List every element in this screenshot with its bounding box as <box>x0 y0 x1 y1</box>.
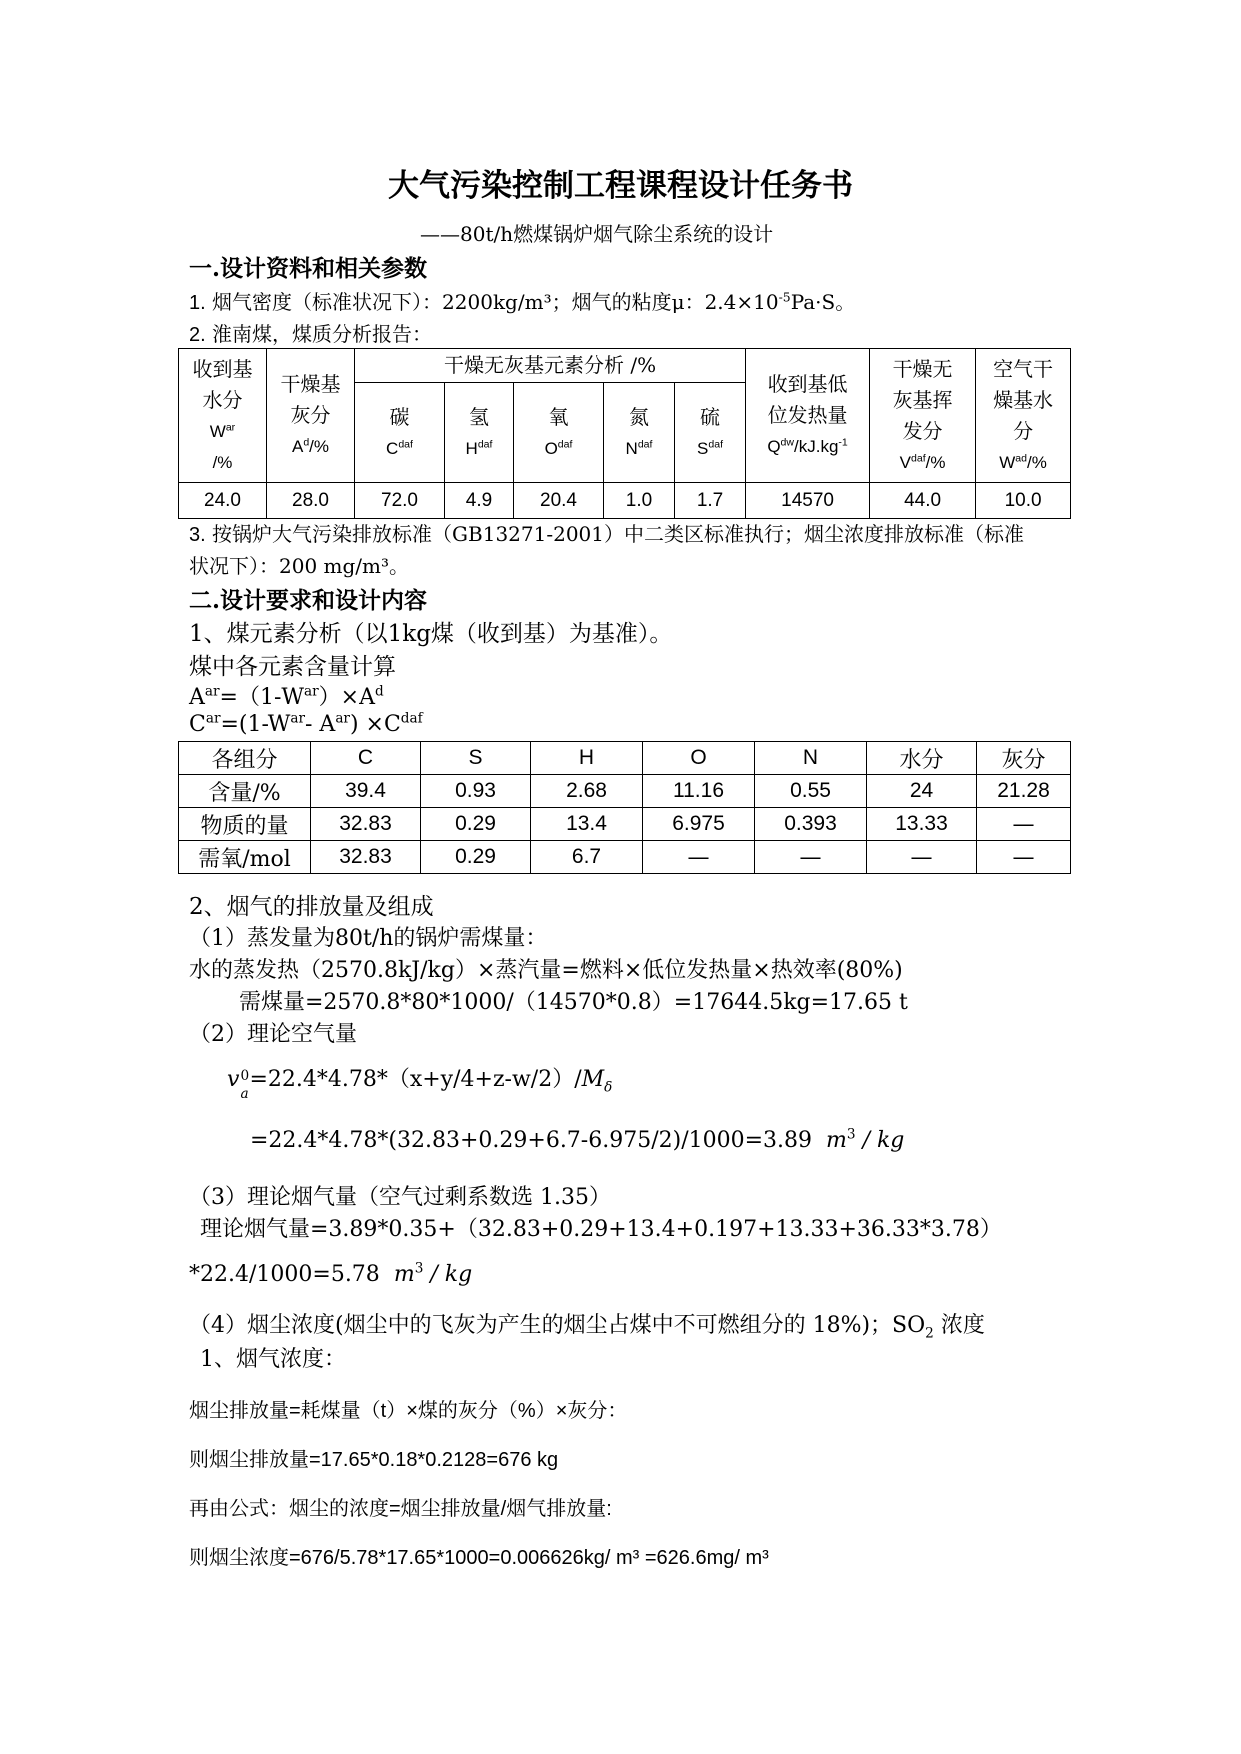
table-cell: 24 <box>867 775 977 808</box>
table-cell: 6.975 <box>643 808 755 841</box>
flue-gas-line1: 理论烟气量=3.89*0.35+（32.83+0.29+13.4+0.197+13.33+36.33*3.78） <box>200 1217 1002 1242</box>
coal-analysis-table <box>178 348 1071 519</box>
value-cell: 14570 <box>746 483 870 519</box>
part1-title: （1）蒸发量为80t/h的锅炉需煤量： <box>189 926 548 951</box>
table-cell: 39.4 <box>311 775 421 808</box>
header-cell: O <box>643 742 755 775</box>
param-text: 淮南煤，煤质分析报告： <box>205 322 433 346</box>
table-cell: 11.16 <box>643 775 755 808</box>
part1-line2: 需煤量=2570.8*80*1000/（14570*0.8）=17644.5kg=17.65 t <box>239 990 908 1015</box>
subsection-1: 1、煤元素分析（以1kg煤（收到基）为基准）。 <box>189 621 673 647</box>
item-number: 2. <box>189 324 206 346</box>
header-cell: 各组分 <box>179 742 311 775</box>
dust-emission-text: 烟尘排放量=耗煤量（t）×煤的灰分（%）×灰分： <box>189 1400 628 1422</box>
document-title: 大气污染控制工程课程设计任务书 <box>388 168 853 204</box>
value-cell: 1.7 <box>675 483 746 519</box>
section-heading-1: 一.设计资料和相关参数 <box>189 255 428 282</box>
exponent: -5 <box>778 289 791 305</box>
table-cell: 6.7 <box>531 841 643 874</box>
header-element-group: 干燥无灰基元素分析 /% <box>355 349 746 383</box>
table-cell: 0.93 <box>421 775 531 808</box>
formula-ash: $A^{ar}=(1-W^{ar})\times A^d$ <box>189 683 384 710</box>
param-text: 按锅炉大气污染排放标准（GB13271-2001）中二类区标准执行；烟尘浓度排放标准（标准 <box>205 522 1024 546</box>
table-cell: — <box>755 841 867 874</box>
section-heading-2: 二.设计要求和设计内容 <box>189 587 428 614</box>
header-air-dry-water: 空气干 燥基水 分 $W^{ad}/\%$ <box>976 349 1071 483</box>
header-cell: S <box>421 742 531 775</box>
composition-row <box>179 775 1071 808</box>
table-cell: 2.68 <box>531 775 643 808</box>
header-volatile: 干燥无 灰基挥 发分 $V^{daf}/\%$ <box>870 349 976 483</box>
dust-emission-result: 则烟尘排放量=17.65*0.18*0.2128=676 kg <box>189 1449 559 1471</box>
coal-values-row <box>179 483 1071 519</box>
header-element-nitrogen: 氮 $N^{daf}$ <box>604 383 675 483</box>
param-item-3-line2: 状况下）：200 mg/m³。 <box>189 554 410 578</box>
item-number: 1. <box>189 292 206 314</box>
part4-title: （4）烟尘浓度(烟尘中的飞灰为产生的烟尘占煤中不可燃组分的 18%)；$SO_2$ 浓度 <box>189 1313 985 1342</box>
value-cell: 28.0 <box>267 483 355 519</box>
row-label: 含量/% <box>179 775 311 808</box>
header-element-hydrogen: 氢 $H^{daf}$ <box>445 383 514 483</box>
table-cell: 0.55 <box>755 775 867 808</box>
table-cell: 13.4 <box>531 808 643 841</box>
part4-subtitle: 1、烟气浓度： <box>200 1347 346 1372</box>
value-cell: 44.0 <box>870 483 976 519</box>
subsection-2: 2、烟气的排放量及组成 <box>189 894 434 920</box>
param-item-2 <box>189 318 432 347</box>
header-cell: 水分 <box>867 742 977 775</box>
formula-carbon: $C^{ar}=(1-W^{ar}-$ $A^{ar}) \times C^{daf}$ <box>189 710 423 737</box>
param-text: 烟气密度（标准状况下）：2200kg/m³；烟气的粘度μ：2.4×10 <box>205 290 779 314</box>
flue-gas-line2: *22.4/1000=5.78 $m^3$ / kg <box>189 1260 473 1287</box>
table-cell: 21.28 <box>977 775 1071 808</box>
header-cell: H <box>531 742 643 775</box>
value-cell: 1.0 <box>604 483 675 519</box>
part1-line1: 水的蒸发热（2570.8kJ/kg）×蒸汽量=燃料×低位发热量×热效率(80%) <box>189 958 903 983</box>
composition-table <box>178 741 1071 874</box>
param-item-1 <box>189 286 855 315</box>
part2-title: （2）理论空气量 <box>189 1022 357 1047</box>
calc-title: 煤中各元素含量计算 <box>189 654 396 680</box>
composition-header-row <box>179 742 1071 775</box>
air-formula-line1: v 0 a $=22.4*4.78*(x+y/4+z-w/2)/M_\delta$ <box>227 1067 613 1102</box>
header-cell: N <box>755 742 867 775</box>
value-cell: 10.0 <box>976 483 1071 519</box>
part3-title: （3）理论烟气量（空气过剩系数选 1.35） <box>189 1185 611 1210</box>
table-cell: — <box>977 841 1071 874</box>
value-cell: 24.0 <box>179 483 267 519</box>
table-cell: — <box>867 841 977 874</box>
item-number: 3. <box>189 524 206 546</box>
table-cell: 0.393 <box>755 808 867 841</box>
header-cell: 灰分 <box>977 742 1071 775</box>
row-label: 需氧/mol <box>179 841 311 874</box>
header-cell: C <box>311 742 421 775</box>
header-element-oxygen: 氧 $O^{daf}$ <box>514 383 604 483</box>
table-cell: 0.29 <box>421 841 531 874</box>
composition-row <box>179 841 1071 874</box>
table-cell: — <box>977 808 1071 841</box>
dust-concentration-result: 则烟尘浓度=676/5.78*17.65*1000=0.006626kg/ m³ =626.6mg/ m³ <box>189 1547 769 1569</box>
row-label: 物质的量 <box>179 808 311 841</box>
dust-concentration-formula: 再由公式：烟尘的浓度=烟尘排放量/烟气排放量: <box>189 1498 612 1520</box>
header-heat-value: 收到基低 位发热量 $Q^{dw}/kJ.kg^{-1}$ <box>746 349 870 483</box>
value-cell: 4.9 <box>445 483 514 519</box>
table-cell: — <box>643 841 755 874</box>
document-subtitle: ——80t/h燃煤锅炉烟气除尘系统的设计 <box>420 222 774 246</box>
param-text-tail: Pa·S。 <box>790 290 856 314</box>
value-cell: 72.0 <box>355 483 445 519</box>
value-cell: 20.4 <box>514 483 604 519</box>
composition-row <box>179 808 1071 841</box>
param-item-3-line1 <box>189 518 1024 547</box>
table-cell: 13.33 <box>867 808 977 841</box>
air-formula-line2: =22.4*4.78*(32.83+0.29+6.7-6.975/2)/1000=3.89 $m^3$ / kg <box>250 1126 905 1153</box>
header-ar-water: 收到基 水分 $W^{ar}$ /% <box>179 349 267 483</box>
table-cell: 32.83 <box>311 841 421 874</box>
header-element-carbon: 碳 $C^{daf}$ <box>355 383 445 483</box>
table-cell: 0.29 <box>421 808 531 841</box>
header-element-sulfur: 硫 $S^{daf}$ <box>675 383 746 483</box>
header-dry-ash: 干燥基 灰分 $A^d/\%$ <box>267 349 355 483</box>
table-cell: 32.83 <box>311 808 421 841</box>
